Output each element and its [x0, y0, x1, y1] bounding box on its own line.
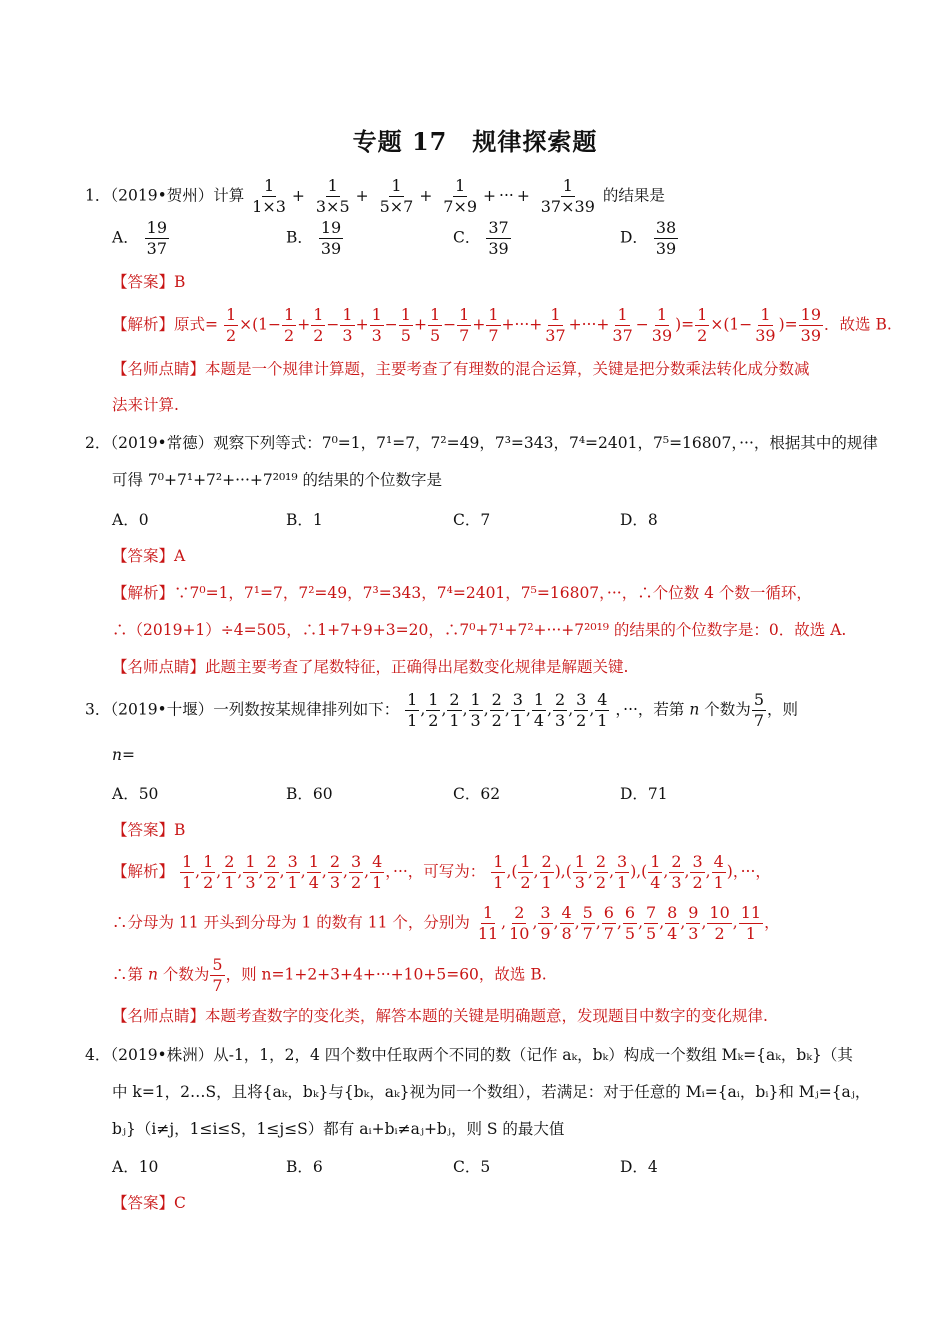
q3-option-c: C．62 [453, 785, 501, 803]
q2-answer: 【答案】A [112, 547, 186, 565]
q3-analysis-line1: 【解析】 $\frac{1}{1}$ , $\frac{1}{2}$ , $\frac{2}{1}$ , $\frac{1}{3}$ , $\frac{2}{2}$ , $\frac{3}{1}$ , $\frac{1}{4}$ , $\frac{2}{3}$ , $\frac{3}{2}$ , $\frac{4}{1}$ ，···，可写为： $\frac{1}{1}$ ,( $\frac{1}{2}$ , $\frac{2}{1}$ ),( $\frac{1}{3}$ , $\frac{2}{2}$ , $\frac{3}{1}$ ),( $\frac{1}{4}$ , $\frac{2}{3}$ , $\frac{3}{2}$ , $\frac{4}{1}$ )，···， [112, 852, 771, 892]
q2-stem-line1: 2．（2019•常德）观察下列等式：7⁰=1，7¹=7，7²=49，7³=343，7⁴=2401，7⁵=16807，···，根据其中的规律 [85, 434, 878, 452]
q2-option-a: A．0 [112, 511, 149, 529]
q2-analysis-line1: 【解析】∵7⁰=1，7¹=7，7²=49，7³=343，7⁴=2401，7⁵=16807，···，∴个位数 4 个数一循环， [112, 584, 812, 602]
q2-analysis-line2: ∴（2019+1）÷4=505，∴1+7+9+3=20，∴7⁰+7¹+7²+···+7²⁰¹⁹ 的结果的个位数字是：0．故选 A. [112, 621, 847, 639]
q1-term: $\frac{1}{37\times 39}$ [540, 176, 595, 216]
q1-tip-line2: 法来计算. [112, 396, 179, 414]
q4-stem-line1: 4．（2019•株洲）从-1，1，2，4 四个数中任取两个不同的数（记作 aₖ，bₖ）构成一个数组 Mₖ={aₖ，bₖ}（其 [85, 1046, 853, 1064]
q3-analysis-line3: ∴第 n 个数为 $\frac{5}{7}$ ，则 n=1+2+3+4+···+10+5=60，故选 B. [112, 955, 547, 995]
q4-option-d: D．4 [620, 1158, 658, 1176]
q3-option-a: A．50 [112, 785, 159, 803]
q2-tip: 【名师点睛】此题主要考查了尾数特征，正确得出尾数变化规律是解题关键. [112, 658, 629, 676]
q1-option-d: D． $\frac{38}{39}$ [620, 218, 677, 258]
q1-term: $\frac{1}{3\times 5}$ [315, 176, 350, 216]
q2-option-c: C．7 [453, 511, 491, 529]
q1-option-b: B． $\frac{19}{39}$ [286, 218, 342, 258]
q1-term: $\frac{1}{5\times 7}$ [379, 176, 414, 216]
q3-answer: 【答案】B [112, 821, 186, 839]
q4-answer: 【答案】C [112, 1194, 186, 1212]
q1-option-a: A． $\frac{19}{37}$ [112, 218, 167, 258]
q2-option-d: D．8 [620, 511, 658, 529]
q3-analysis-line2: ∴分母为 11 开头到分母为 1 的数有 11 个，分别为 $\frac{1}{11}$ , $\frac{2}{10}$ , $\frac{3}{9}$ , $\frac{4}{8}$ , $\frac{5}{7}$ , $\frac{6}{7}$ , $\frac{6}{5}$ , $\frac{7}{5}$ , $\frac{8}{4}$ , $\frac{9}{3}$ , $\frac{10}{2}$ , $\frac{11}{1}$ ， [112, 903, 780, 943]
q3-stem-line2: n= [112, 746, 135, 764]
q1-option-c: C． $\frac{37}{39}$ [453, 218, 509, 258]
q3-option-d: D．71 [620, 785, 668, 803]
q1-term: $\frac{1}{7\times 9}$ [443, 176, 478, 216]
q4-stem-line2: 中 k=1，2…S，且将{aₖ，bₖ}与{bₖ，aₖ}视为同一个数组），若满足：对于任意的 Mᵢ={aᵢ，bᵢ}和 Mⱼ={aⱼ， [112, 1083, 871, 1101]
q4-stem-line3: bⱼ}（i≠j，1≤i≤S，1≤j≤S）都有 aᵢ+bᵢ≠aⱼ+bⱼ，则 S 的最大值 [112, 1120, 565, 1138]
page-title: 专题 17 规律探索题 [352, 127, 598, 156]
q2-stem-line2: 可得 7⁰+7¹+7²+···+7²⁰¹⁹ 的结果的个位数字是 [112, 471, 443, 489]
q2-option-b: B．1 [286, 511, 323, 529]
q1-answer: 【答案】B [112, 273, 186, 291]
q1-stem: 1．（2019•贺州）计算 $\frac{1}{1\times 3}$ + $\frac{1}{3\times 5}$ + $\frac{1}{5\times 7}$ + $\frac{1}{7\times 9}$ + ··· + $\frac{1}{37\times 39}$ 的结果是 [85, 176, 665, 216]
q3-option-b: B．60 [286, 785, 333, 803]
q1-tip-line1: 【名师点睛】本题是一个规律计算题，主要考查了有理数的混合运算，关键是把分数乘法转化成分数减 [112, 360, 810, 378]
q1-term: $\frac{1}{1\times 3}$ [252, 176, 286, 216]
q4-option-b: B．6 [286, 1158, 323, 1176]
q1-analysis: 【解析】原式= $\frac{1}{2}$ ×(1− $\frac{1}{2}$ + $\frac{1}{2}$ − $\frac{1}{3}$ + $\frac{1}{3}$ − $\frac{1}{5}$ + $\frac{1}{5}$ − $\frac{1}{7}$ + $\frac{1}{7}$ +···+ $\frac{1}{37}$ +···+ $\frac{1}{37}$ − $\frac{1}{39}$ )= $\frac{1}{2}$ ×(1− $\frac{1}{39}$ )= $\frac{19}{39}$ ．故选 B. [112, 305, 892, 345]
q3-stem-line1: 3．（2019•十堰）一列数按某规律排列如下： $\frac{1}{1}$ , $\frac{1}{2}$ , $\frac{2}{1}$ , $\frac{1}{3}$ , $\frac{2}{2}$ , $\frac{3}{1}$ , $\frac{1}{4}$ , $\frac{2}{3}$ , $\frac{3}{2}$ , $\frac{4}{1}$ ，···，若第 n 个数为 $\frac{5}{7}$ ，则 [85, 690, 799, 730]
q4-option-a: A．10 [112, 1158, 159, 1176]
q3-tip: 【名师点睛】本题考查数字的变化类，解答本题的关键是明确题意，发现题目中数字的变化规律. [112, 1007, 768, 1025]
q4-option-c: C．5 [453, 1158, 491, 1176]
